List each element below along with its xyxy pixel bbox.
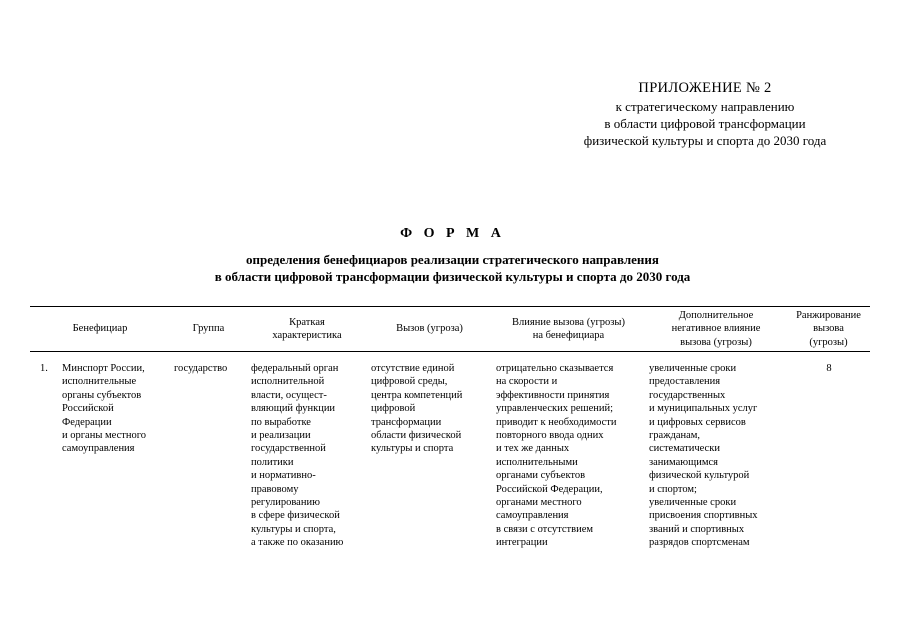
cell-line: и спортом;: [649, 483, 697, 495]
cell-line: федеральный орган: [251, 363, 339, 374]
cell-line: исполнительные: [62, 376, 137, 388]
cell-line: регулированию: [251, 497, 320, 509]
header-additional-impact: [645, 307, 787, 352]
cell-line: органами субъектов: [496, 470, 586, 482]
row-number: 1.: [40, 363, 48, 374]
cell-line: отрицательно сказывается: [496, 363, 614, 374]
cell-line: Минспорт России,: [62, 363, 145, 374]
header-label: Бенефициар: [72, 323, 128, 335]
form-title: Ф О Р М А: [400, 226, 505, 241]
cell-line: Федерации: [62, 416, 112, 428]
header-impact: [492, 307, 645, 352]
cell-line: власти, осущест-: [251, 389, 327, 401]
cell-line: государство: [174, 363, 228, 374]
cell-line: самоуправления: [496, 510, 569, 522]
appendix-line: физической культуры и спорта до 2030 года: [583, 133, 827, 148]
cell-line: увеличенные сроки: [649, 497, 737, 509]
cell-line: трансформации: [371, 416, 442, 428]
header-label: вызова (угрозы): [680, 336, 752, 348]
cell-line: культуры и спорта,: [251, 523, 336, 535]
cell-line: а также по оказанию: [251, 537, 344, 549]
cell-line: вляющий функции: [251, 403, 336, 415]
header-group: [170, 307, 247, 352]
header-label: на бенефициара: [532, 330, 605, 341]
cell-line: по выработке: [251, 416, 311, 428]
cell-line: физической культурой: [649, 470, 750, 482]
cell-challenge: [367, 352, 492, 550]
cell-line: и нормативно-: [251, 470, 316, 482]
cell-line: и муниципальных услуг: [649, 403, 758, 415]
cell-ranking: [787, 352, 870, 550]
appendix-block: [545, 78, 865, 149]
cell-line: систематически: [649, 443, 720, 455]
cell-beneficiary: [30, 352, 170, 550]
cell-line: органами местного: [496, 497, 582, 509]
cell-line: правовому: [251, 483, 299, 495]
group-text: [174, 362, 244, 375]
beneficiary-table: [30, 306, 870, 550]
cell-line: интеграции: [496, 537, 548, 549]
table-header-row: [30, 307, 870, 352]
appendix-title: ПРИЛОЖЕНИЕ № 2: [638, 80, 772, 96]
cell-line: занимающимся: [649, 456, 718, 468]
appendix-line: к стратегическому направлению: [615, 99, 795, 114]
cell-line: Российской: [62, 403, 114, 415]
cell-line: исполнительной: [251, 376, 325, 388]
cell-line: в сфере физической: [251, 510, 340, 522]
header-label: вызова: [813, 323, 844, 335]
cell-line: государственной: [251, 443, 326, 455]
cell-line: исполнительными: [496, 456, 578, 468]
cell-additional-impact: [645, 352, 787, 550]
cell-line: увеличенные сроки: [649, 363, 737, 374]
challenge-text: [371, 362, 489, 456]
header-label: негативное влияние: [671, 323, 761, 335]
characteristic-text: [251, 362, 364, 550]
cell-line: званий и спортивных: [649, 523, 745, 535]
table-row: [30, 352, 870, 550]
header-characteristic: [247, 307, 367, 352]
form-subtitle-line: в области цифровой трансформации физической культуры и спорта до 2030 года: [214, 269, 691, 284]
cell-line: культуры и спорта: [371, 443, 454, 455]
cell-line: гражданам,: [649, 430, 701, 442]
form-heading: [0, 224, 905, 285]
cell-line: разрядов спортсменам: [649, 537, 750, 549]
cell-line: Российской Федерации,: [496, 483, 603, 495]
beneficiary-text: [62, 362, 146, 456]
cell-line: приводит к необходимости: [496, 416, 617, 428]
header-ranking: [787, 307, 870, 352]
cell-line: органы субъектов: [62, 389, 142, 401]
cell-line: и тех же данных: [496, 443, 570, 455]
header-label: Краткая: [289, 316, 325, 328]
cell-line: самоуправления: [62, 443, 135, 455]
ranking-value: 8: [826, 363, 832, 374]
impact-text: [496, 362, 642, 550]
cell-line: государственных: [649, 389, 726, 401]
cell-line: на скорости и: [496, 376, 558, 388]
cell-line: центра компетенций: [371, 389, 463, 401]
cell-line: и цифровых сервисов: [649, 416, 746, 428]
header-label: (угрозы): [809, 336, 848, 348]
cell-impact: [492, 352, 645, 550]
cell-line: цифровой среды,: [371, 376, 448, 388]
cell-line: предоставления: [649, 376, 721, 388]
cell-line: и реализации: [251, 430, 311, 442]
appendix-line: в области цифровой трансформации: [604, 116, 806, 131]
header-label: Вызов (угроза): [396, 323, 463, 335]
cell-line: повторного ввода одних: [496, 430, 604, 442]
header-label: характеристика: [272, 330, 342, 341]
cell-characteristic: [247, 352, 367, 550]
cell-line: цифровой: [371, 403, 416, 415]
header-challenge: [367, 307, 492, 352]
cell-line: и органы местного: [62, 430, 146, 442]
header-label: Дополнительное: [678, 309, 754, 321]
header-label: Ранжирование: [796, 309, 861, 321]
cell-line: политики: [251, 456, 294, 468]
cell-line: отсутствие единой: [371, 363, 455, 374]
cell-line: присвоения спортивных: [649, 510, 758, 522]
additional-impact-text: [649, 362, 784, 550]
cell-line: управленческих решений;: [496, 403, 614, 415]
header-label: Группа: [192, 323, 225, 335]
header-beneficiary: [30, 307, 170, 352]
cell-line: эффективности принятия: [496, 389, 610, 401]
cell-line: в связи с отсутствием: [496, 523, 594, 535]
form-subtitle-line: определения бенефициаров реализации стратегического направления: [246, 252, 659, 267]
header-label: Влияние вызова (угрозы): [512, 316, 625, 328]
cell-group: [170, 352, 247, 550]
cell-line: области физической: [371, 430, 462, 442]
